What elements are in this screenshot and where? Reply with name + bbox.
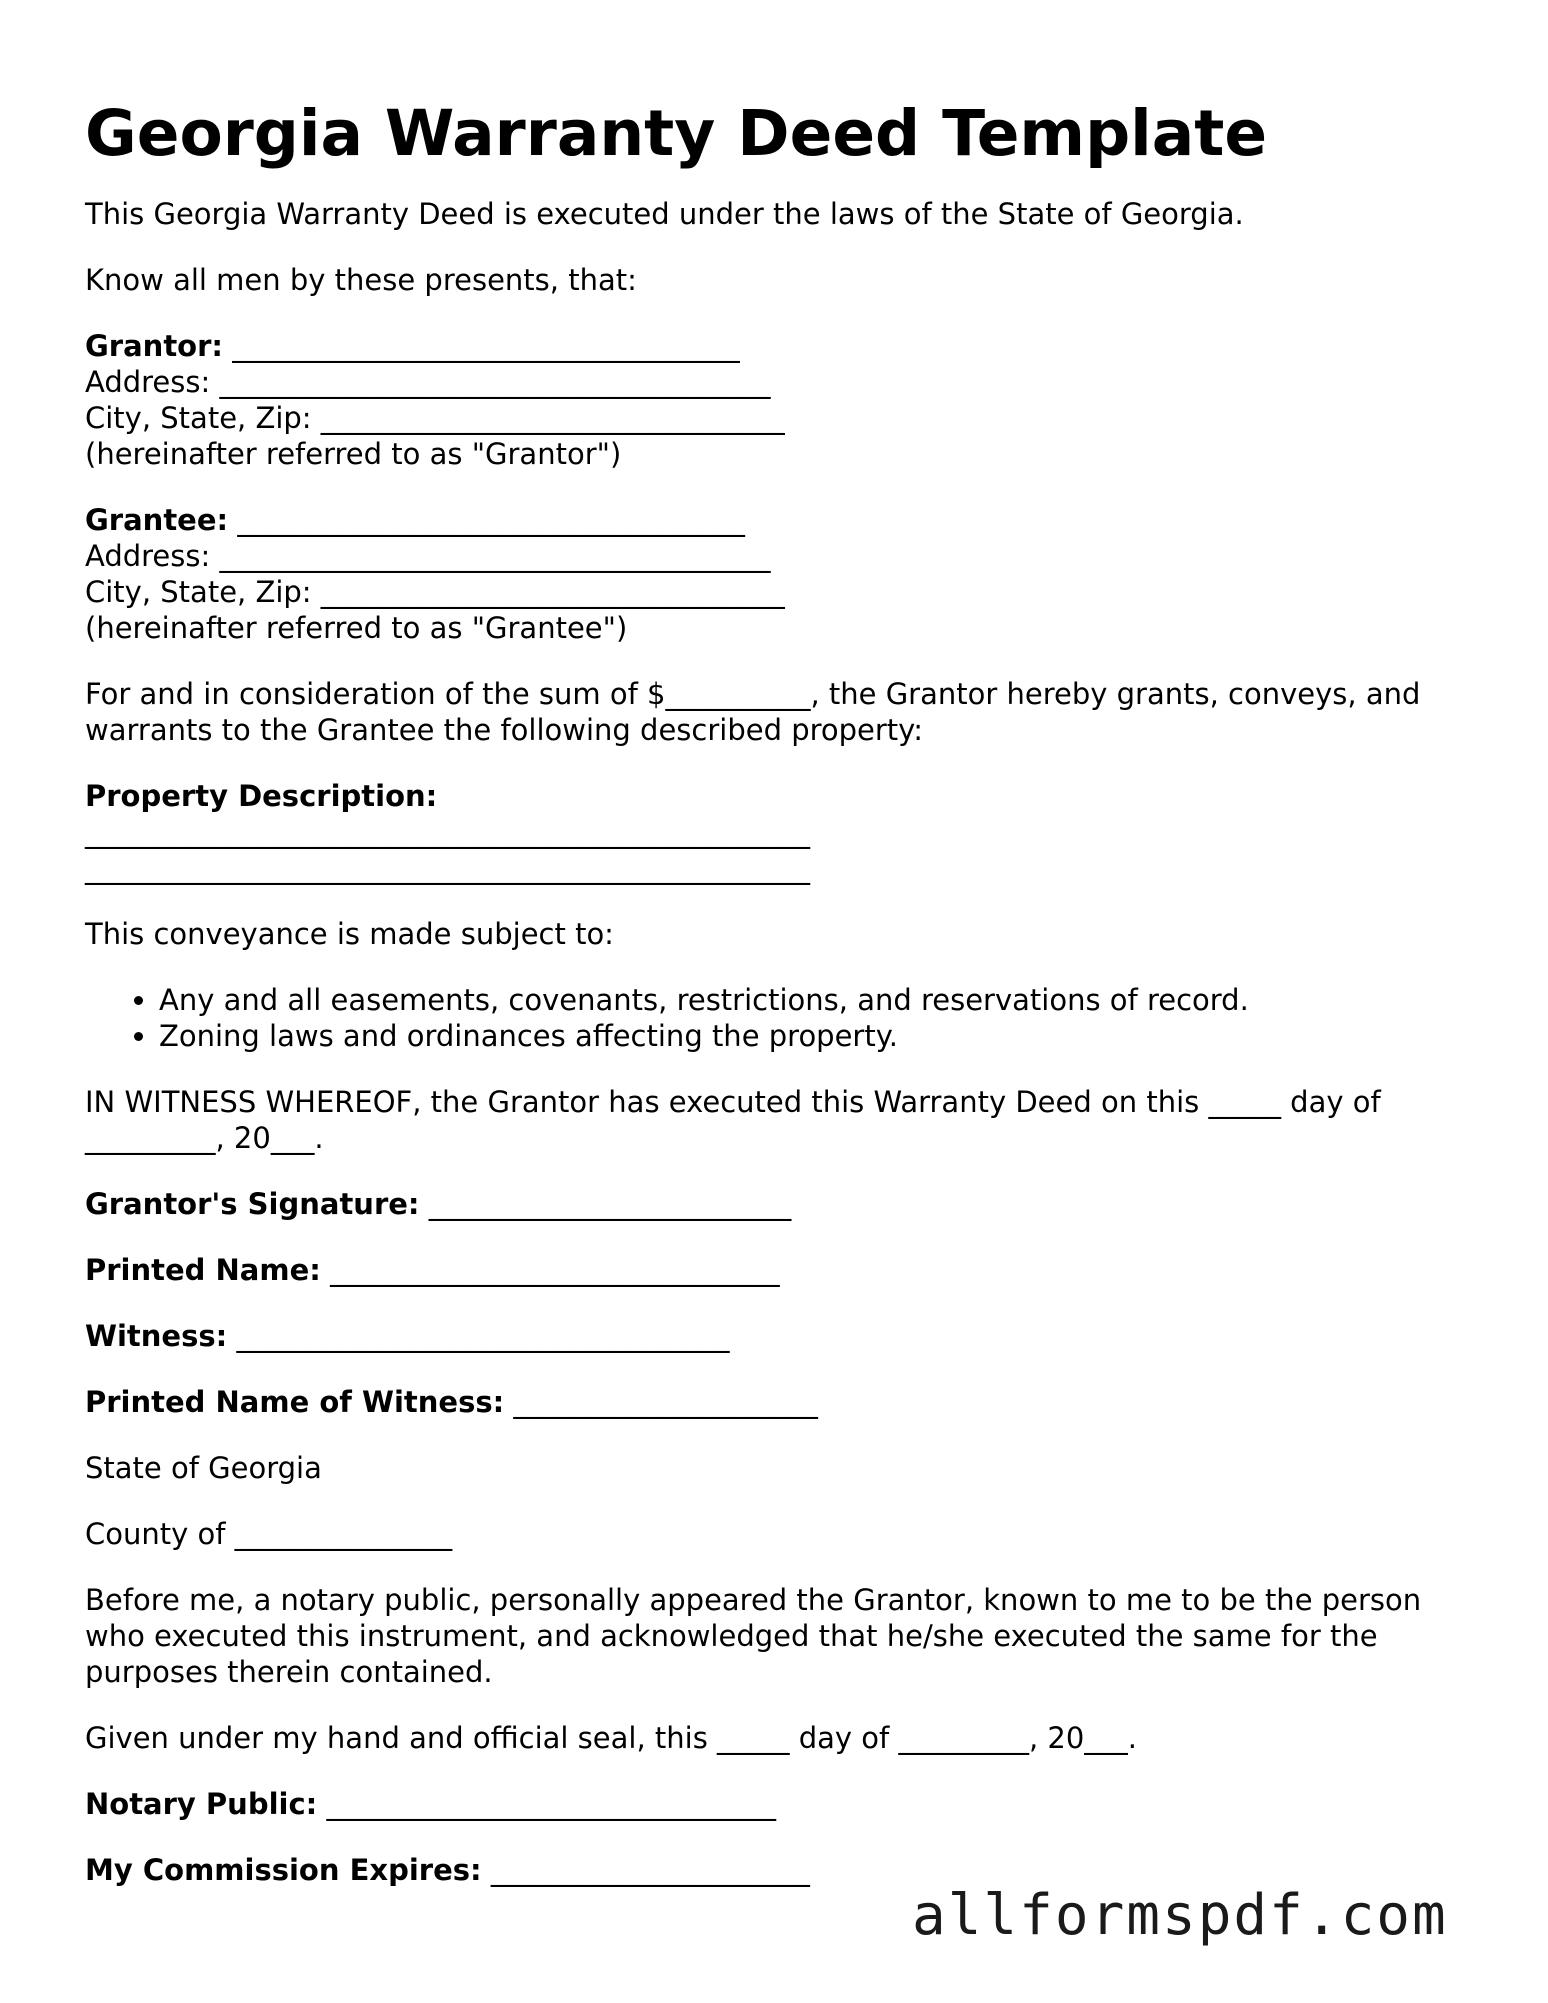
grantor-label: Grantor: <box>85 329 224 363</box>
grantee-address-line[interactable]: Address: ______________________________________ <box>85 539 771 573</box>
watermark: allformspdf.com <box>912 1883 1448 1948</box>
witness-label: Witness: <box>85 1319 228 1353</box>
grantee-reference: (hereinafter referred to as "Grantee") <box>85 611 628 645</box>
printed-name-blank[interactable]: _______________________________ <box>320 1253 780 1287</box>
witness-line[interactable] <box>85 1318 1485 1354</box>
witness-printed-name-label: Printed Name of Witness: <box>85 1385 505 1419</box>
given-under-paragraph: Given under my hand and official seal, this _____ day of _________, 20___. <box>85 1721 1138 1755</box>
subject-to-paragraph: This conveyance is made subject to: <box>85 917 614 951</box>
printed-name-label: Printed Name: <box>85 1253 321 1287</box>
grantor-name-blank[interactable]: ___________________________________ <box>223 329 740 363</box>
grantee-name-blank[interactable]: ___________________________________ <box>228 503 745 537</box>
grantor-name-line[interactable] <box>85 328 1485 364</box>
grantor-city-line[interactable]: City, State, Zip: ________________________________ <box>85 401 785 435</box>
witness-printed-name-line[interactable] <box>85 1384 1485 1420</box>
list-item: • Zoning laws and ordinances affecting the property. <box>159 1018 1485 1054</box>
grantee-name-line[interactable] <box>85 502 1485 538</box>
grantor-signature-blank[interactable]: _________________________ <box>419 1187 792 1221</box>
county-line[interactable]: County of _______________ <box>85 1517 453 1551</box>
grantor-signature-line[interactable] <box>85 1186 1485 1222</box>
printed-name-line[interactable] <box>85 1252 1485 1288</box>
document-title: Georgia Warranty Deed Template <box>85 97 1268 170</box>
notary-public-line[interactable] <box>85 1786 1485 1822</box>
grantor-signature-label: Grantor's Signature: <box>85 1187 420 1221</box>
grantor-section <box>85 328 1485 472</box>
grantee-city-line[interactable]: City, State, Zip: ________________________________ <box>85 575 785 609</box>
notary-public-blank[interactable]: _______________________________ <box>317 1787 776 1821</box>
notary-public-label: Notary Public: <box>85 1787 318 1821</box>
list-item: • Any and all easements, covenants, restrictions, and reservations of record. <box>159 982 1485 1018</box>
commission-expires-blank[interactable]: ______________________ <box>481 1853 810 1887</box>
grantee-section <box>85 502 1485 646</box>
property-description-label: Property Description: <box>85 779 438 813</box>
witness-blank[interactable]: __________________________________ <box>227 1319 730 1353</box>
property-section <box>85 778 1485 886</box>
grantee-label: Grantee: <box>85 503 229 537</box>
know-all-paragraph: Know all men by these presents, that: <box>85 263 637 297</box>
witness-printed-name-blank[interactable]: _____________________ <box>504 1385 818 1419</box>
conditions-list <box>85 982 1485 1054</box>
property-description-line-1[interactable]: __________________________________________________ <box>85 815 810 849</box>
witness-whereof-paragraph: IN WITNESS WHEREOF, the Grantor has executed this Warranty Deed on this _____ day of _________, 20___. <box>85 1085 1390 1155</box>
document-page <box>85 96 1485 1918</box>
commission-expires-label: My Commission Expires: <box>85 1853 482 1887</box>
notary-paragraph: Before me, a notary public, personally appeared the Grantor, known to me to be the person who executed this instrument, and acknowledged that he/she executed the same for the purposes therein contained. <box>85 1583 1431 1689</box>
property-description-line-2[interactable]: __________________________________________________ <box>85 851 810 885</box>
intro-paragraph: This Georgia Warranty Deed is executed under the laws of the State of Georgia. <box>85 197 1244 231</box>
grantor-address-line[interactable]: Address: ______________________________________ <box>85 365 771 399</box>
consideration-paragraph: For and in consideration of the sum of $__________, the Grantor hereby grants, conveys, and warrants to the Grantee the following described property: <box>85 677 1430 747</box>
state-line: State of Georgia <box>85 1451 322 1485</box>
grantor-reference: (hereinafter referred to as "Grantor") <box>85 437 622 471</box>
